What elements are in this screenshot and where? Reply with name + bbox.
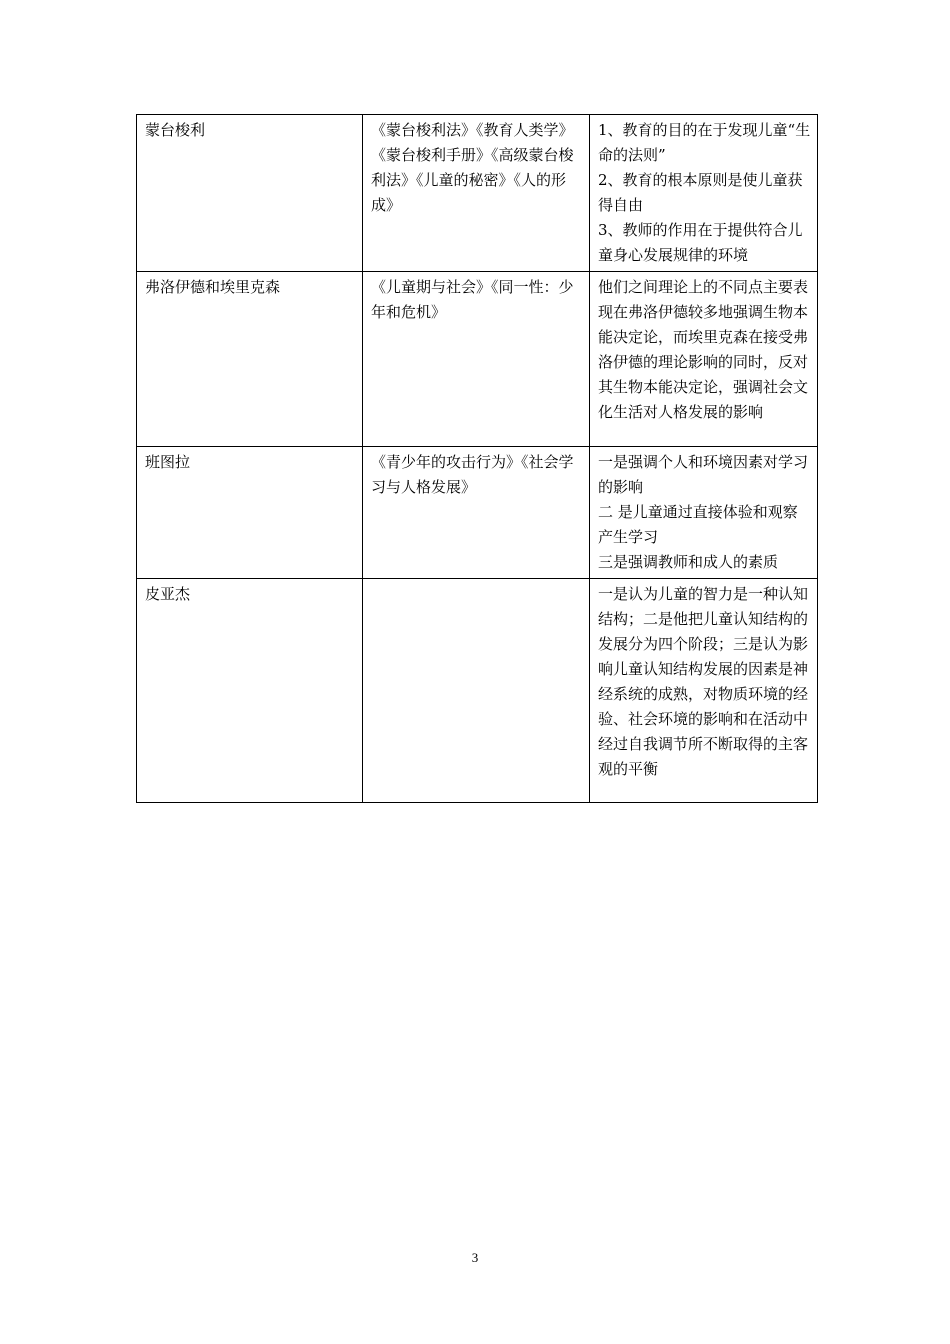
view-item: 一是认为儿童的智力是一种认知结构；二是他把儿童认知结构的发展分为四个阶段；三是认为影响儿童认知结构发展的因素是神经系统的成熟，对物质环境的经验、社会环境的影响和在活动中经过自我调节所不断取得的主客观的平衡 xyxy=(598,585,809,778)
works-cell: 《儿童期与社会》《同一性：少年和危机》 xyxy=(363,272,590,447)
table-row xyxy=(137,447,818,579)
page-number: 3 xyxy=(471,1250,479,1265)
view-item: 一是强调个人和环境因素对学习的影响 xyxy=(598,453,809,496)
educator-name-cell: 皮亚杰 xyxy=(137,579,363,803)
works-cell xyxy=(363,579,590,803)
view-item: 3、教师的作用在于提供符合儿童身心发展规律的环境 xyxy=(598,221,803,264)
view-item: 2、教育的根本原则是使儿童获得自由 xyxy=(598,171,803,214)
views-cell xyxy=(590,115,818,272)
view-item: 二 是儿童通过直接体验和观察产生学习 xyxy=(598,503,798,546)
view-item: 1、教育的目的在于发现儿童“生命的法则” xyxy=(598,121,811,164)
educator-name-cell: 蒙台梭利 xyxy=(137,115,363,272)
view-item: 三是强调教师和成人的素质 xyxy=(598,553,779,571)
views-cell xyxy=(590,272,818,447)
educators-table xyxy=(136,114,818,803)
views-cell xyxy=(590,447,818,579)
view-item: 他们之间理论上的不同点主要表现在弗洛伊德较多地强调生物本能决定论，而埃里克森在接受弗洛伊德的理论影响的同时，反对其生物本能决定论，强调社会文化生活对人格发展的影响 xyxy=(598,278,809,421)
views-cell xyxy=(590,579,818,803)
educator-name-cell: 班图拉 xyxy=(137,447,363,579)
educator-name-cell: 弗洛伊德和埃里克森 xyxy=(137,272,363,447)
table-row xyxy=(137,115,818,272)
works-cell: 《青少年的攻击行为》《社会学习与人格发展》 xyxy=(363,447,590,579)
table-row xyxy=(137,579,818,803)
works-cell: 《蒙台梭利法》《教育人类学》《蒙台梭利手册》《高级蒙台梭利法》《儿童的秘密》《人的形成》 xyxy=(363,115,590,272)
table-row xyxy=(137,272,818,447)
